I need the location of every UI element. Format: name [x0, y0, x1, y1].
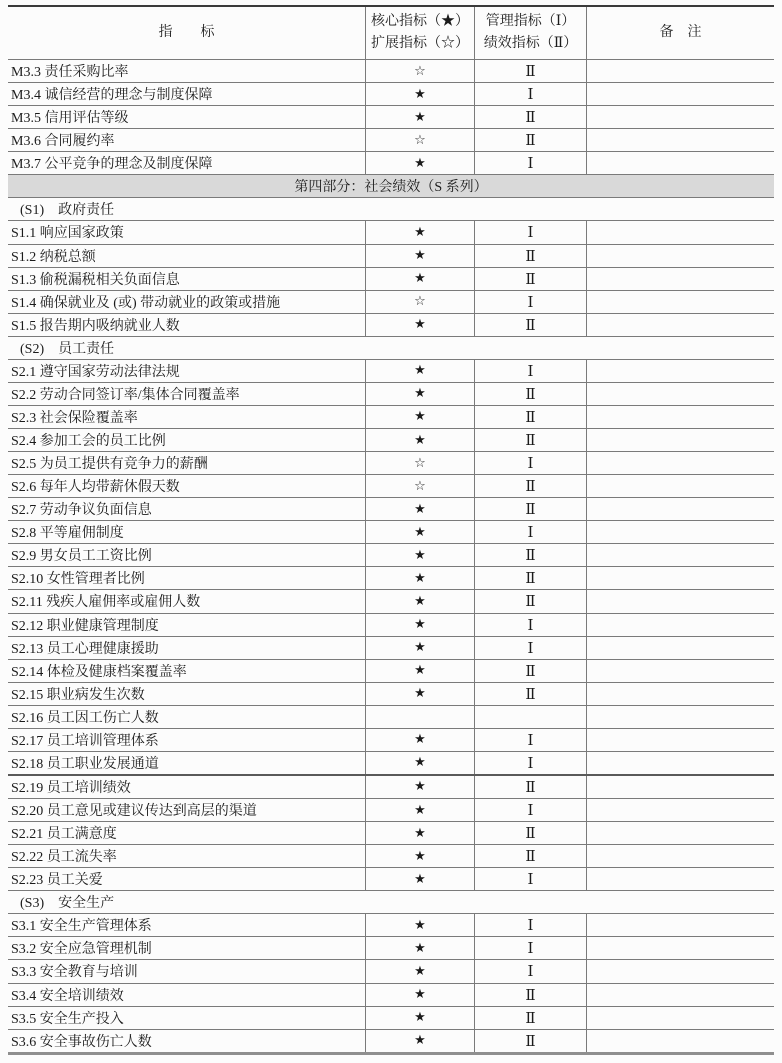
grade-cell: Ⅱ	[475, 268, 587, 290]
indicator-cell	[8, 590, 365, 612]
grade-cell	[475, 706, 587, 728]
grade-cell: Ⅰ	[475, 868, 587, 890]
indicator-label: S2.20 员工意见或建议传达到高层的渠道	[11, 804, 257, 820]
header-extended-indicator-label: 扩展指标（☆）	[371, 36, 469, 51]
indicator-label: S2.14 体检及健康档案覆盖率	[11, 664, 187, 680]
note-cell	[587, 498, 774, 520]
note-cell	[587, 452, 774, 474]
indicator-cell	[8, 383, 365, 405]
indicator-cell	[8, 637, 365, 659]
note-cell	[587, 245, 774, 267]
note-cell	[587, 567, 774, 589]
star-cell: ★	[365, 729, 475, 751]
star-cell: ★	[365, 984, 475, 1006]
table-row	[8, 751, 774, 774]
header-note-label: 备 注	[659, 25, 702, 41]
indicator-label: S2.6 每年人均带薪休假天数	[11, 480, 180, 496]
header-management-indicator-label: 管理指标（Ⅰ）	[485, 14, 576, 30]
table-row	[8, 474, 774, 497]
note-cell	[587, 60, 774, 82]
note-cell	[587, 1030, 774, 1052]
table-row	[8, 1029, 774, 1052]
star-cell: ★	[365, 383, 475, 405]
subsection-label: (S3) 安全生产	[20, 896, 115, 912]
header-performance-indicator-label: 绩效指标（Ⅱ）	[483, 36, 578, 51]
grade-cell: Ⅰ	[475, 937, 587, 959]
indicator-label: M3.6 合同履约率	[11, 134, 115, 150]
grade-cell: Ⅱ	[475, 498, 587, 520]
table-row	[8, 844, 774, 867]
table-row	[8, 705, 774, 728]
indicator-cell	[8, 776, 365, 798]
note-cell	[587, 706, 774, 728]
indicator-label: S2.5 为员工提供有竞争力的薪酬	[11, 457, 208, 473]
grade-cell: Ⅰ	[475, 452, 587, 474]
grade-cell: Ⅱ	[475, 776, 587, 798]
indicator-label: S1.1 响应国家政策	[11, 226, 124, 242]
header-core-indicator-label: 核心指标（★）	[371, 14, 469, 30]
note-cell	[587, 822, 774, 844]
table-row	[8, 313, 774, 336]
table-row	[8, 636, 774, 659]
indicator-cell	[8, 1007, 365, 1029]
table-row	[8, 382, 774, 405]
indicator-label: S2.15 职业病发生次数	[11, 687, 145, 703]
table-row	[8, 659, 774, 682]
grade-cell: Ⅱ	[475, 245, 587, 267]
note-cell	[587, 868, 774, 890]
indicator-label: M3.3 责任采购比率	[11, 65, 129, 81]
indicator-label: M3.7 公平竞争的理念及制度保障	[11, 157, 213, 173]
grade-cell: Ⅱ	[475, 129, 587, 151]
star-cell: ★	[365, 683, 475, 705]
note-cell	[587, 106, 774, 128]
star-cell: ★	[365, 960, 475, 982]
grade-cell: Ⅱ	[475, 314, 587, 336]
star-cell: ★	[365, 152, 475, 174]
star-cell: ★	[365, 245, 475, 267]
note-cell	[587, 314, 774, 336]
star-cell: ☆	[365, 452, 475, 474]
note-cell	[587, 521, 774, 543]
note-cell	[587, 544, 774, 566]
grade-cell: Ⅰ	[475, 521, 587, 543]
star-cell: ★	[365, 360, 475, 382]
star-cell: ☆	[365, 129, 475, 151]
subsection-row	[8, 336, 774, 359]
header-indicator	[8, 7, 365, 59]
indicator-cell	[8, 984, 365, 1006]
subsection-label: (S2) 员工责任	[20, 341, 115, 357]
indicator-cell	[8, 245, 365, 267]
indicator-label: S2.10 女性管理者比例	[11, 572, 145, 588]
indicator-cell	[8, 729, 365, 751]
star-cell: ☆	[365, 60, 475, 82]
star-cell: ★	[365, 1007, 475, 1029]
indicator-cell	[8, 544, 365, 566]
star-cell: ★	[365, 268, 475, 290]
star-cell: ★	[365, 106, 475, 128]
star-cell: ★	[365, 752, 475, 774]
table-row	[8, 728, 774, 751]
indicator-label: S2.22 员工流失率	[11, 850, 117, 866]
indicator-cell	[8, 822, 365, 844]
table-row	[8, 983, 774, 1006]
grade-cell: Ⅰ	[475, 729, 587, 751]
table-row	[8, 451, 774, 474]
grade-cell: Ⅰ	[475, 83, 587, 105]
table-row	[8, 359, 774, 382]
table-row	[8, 244, 774, 267]
note-cell	[587, 729, 774, 751]
note-cell	[587, 221, 774, 243]
indicator-cell	[8, 452, 365, 474]
table-row	[8, 59, 774, 82]
grade-cell: Ⅰ	[475, 914, 587, 936]
indicator-label: M3.5 信用评估等级	[11, 111, 129, 127]
note-cell	[587, 683, 774, 705]
note-cell	[587, 914, 774, 936]
indicator-label: S2.3 社会保险覆盖率	[11, 410, 138, 426]
table-row	[8, 267, 774, 290]
indicator-cell	[8, 937, 365, 959]
indicator-label: S1.5 报告期内吸纳就业人数	[11, 318, 180, 334]
note-cell	[587, 984, 774, 1006]
indicator-cell	[8, 314, 365, 336]
star-cell: ★	[365, 590, 475, 612]
star-cell: ★	[365, 776, 475, 798]
star-cell: ★	[365, 521, 475, 543]
indicator-cell	[8, 152, 365, 174]
star-cell: ★	[365, 221, 475, 243]
indicator-cell	[8, 914, 365, 936]
indicator-label: S3.1 安全生产管理体系	[11, 919, 152, 935]
indicator-table	[8, 5, 774, 1055]
table-row	[8, 151, 774, 174]
grade-cell: Ⅱ	[475, 383, 587, 405]
note-cell	[587, 291, 774, 313]
grade-cell: Ⅰ	[475, 799, 587, 821]
grade-cell: Ⅰ	[475, 360, 587, 382]
note-cell	[587, 752, 774, 774]
grade-cell: Ⅱ	[475, 406, 587, 428]
indicator-cell	[8, 660, 365, 682]
indicator-label: S2.11 残疾人雇佣率或雇佣人数	[11, 595, 201, 611]
star-cell: ★	[365, 567, 475, 589]
note-cell	[587, 637, 774, 659]
star-cell: ★	[365, 614, 475, 636]
table-row	[8, 220, 774, 243]
indicator-cell	[8, 1030, 365, 1052]
note-cell	[587, 614, 774, 636]
table-row	[8, 589, 774, 612]
indicator-label: S3.5 安全生产投入	[11, 1011, 124, 1027]
star-cell: ★	[365, 822, 475, 844]
grade-cell: Ⅰ	[475, 221, 587, 243]
indicator-label: S3.6 安全事故伤亡人数	[11, 1034, 152, 1050]
grade-cell: Ⅱ	[475, 475, 587, 497]
section-label: 第四部分：社会绩效（S 系列）	[294, 180, 488, 196]
indicator-label: M3.4 诚信经营的理念与制度保障	[11, 88, 213, 104]
indicator-label: S2.21 员工满意度	[11, 827, 117, 843]
grade-cell: Ⅱ	[475, 822, 587, 844]
grade-cell: Ⅱ	[475, 1030, 587, 1052]
indicator-label: S3.2 安全应急管理机制	[11, 942, 152, 958]
indicator-label: S1.4 确保就业及 (或) 带动就业的政策或措施	[11, 295, 281, 311]
indicator-cell	[8, 60, 365, 82]
grade-cell: Ⅱ	[475, 60, 587, 82]
grade-cell: Ⅱ	[475, 660, 587, 682]
note-cell	[587, 360, 774, 382]
note-cell	[587, 937, 774, 959]
star-cell: ★	[365, 314, 475, 336]
star-cell: ★	[365, 83, 475, 105]
table-row	[8, 774, 774, 798]
table-row	[8, 1006, 774, 1029]
indicator-label: S2.13 员工心理健康援助	[11, 641, 159, 657]
indicator-cell	[8, 129, 365, 151]
table-row	[8, 428, 774, 451]
grade-cell: Ⅱ	[475, 429, 587, 451]
indicator-cell	[8, 106, 365, 128]
table-row	[8, 566, 774, 589]
indicator-label: S2.18 员工职业发展通道	[11, 756, 159, 772]
star-cell: ★	[365, 1030, 475, 1052]
note-cell	[587, 129, 774, 151]
grade-cell: Ⅱ	[475, 544, 587, 566]
star-cell: ★	[365, 637, 475, 659]
table-row	[8, 959, 774, 982]
table-header-row	[8, 7, 774, 59]
indicator-cell	[8, 567, 365, 589]
subsection-row	[8, 197, 774, 220]
grade-cell: Ⅱ	[475, 106, 587, 128]
note-cell	[587, 383, 774, 405]
indicator-cell	[8, 221, 365, 243]
grade-cell: Ⅱ	[475, 845, 587, 867]
star-cell: ★	[365, 799, 475, 821]
note-cell	[587, 429, 774, 451]
indicator-label: S2.16 员工因工伤亡人数	[11, 710, 159, 726]
indicator-cell	[8, 799, 365, 821]
indicator-label: S2.8 平等雇佣制度	[11, 526, 124, 542]
grade-cell: Ⅰ	[475, 752, 587, 774]
grade-cell: Ⅱ	[475, 567, 587, 589]
indicator-cell	[8, 291, 365, 313]
star-cell: ★	[365, 937, 475, 959]
grade-cell: Ⅰ	[475, 960, 587, 982]
grade-cell: Ⅰ	[475, 637, 587, 659]
indicator-label: S2.19 员工培训绩效	[11, 780, 131, 796]
indicator-label: S3.4 安全培训绩效	[11, 988, 124, 1004]
table-row	[8, 682, 774, 705]
subsection-label: (S1) 政府责任	[20, 203, 115, 219]
table-row	[8, 82, 774, 105]
section-row	[8, 174, 774, 197]
note-cell	[587, 268, 774, 290]
note-cell	[587, 590, 774, 612]
grade-cell: Ⅱ	[475, 590, 587, 612]
table-row	[8, 798, 774, 821]
indicator-cell	[8, 475, 365, 497]
indicator-cell	[8, 83, 365, 105]
table-row	[8, 867, 774, 890]
indicator-label: S1.2 纳税总额	[11, 249, 96, 265]
note-cell	[587, 1007, 774, 1029]
table-row	[8, 290, 774, 313]
star-cell: ★	[365, 429, 475, 451]
indicator-label: S2.12 职业健康管理制度	[11, 618, 159, 634]
indicator-label: S2.23 员工关爱	[11, 873, 103, 889]
note-cell	[587, 845, 774, 867]
table-row	[8, 936, 774, 959]
indicator-cell	[8, 706, 365, 728]
grade-cell: Ⅰ	[475, 614, 587, 636]
indicator-cell	[8, 360, 365, 382]
indicator-cell	[8, 429, 365, 451]
table-row	[8, 128, 774, 151]
star-cell: ★	[365, 660, 475, 682]
indicator-label: S2.7 劳动争议负面信息	[11, 503, 152, 519]
note-cell	[587, 406, 774, 428]
star-cell: ★	[365, 845, 475, 867]
indicator-label: S2.2 劳动合同签订率/集体合同覆盖率	[11, 387, 240, 403]
note-cell	[587, 152, 774, 174]
note-cell	[587, 799, 774, 821]
table-row	[8, 613, 774, 636]
grade-cell: Ⅰ	[475, 152, 587, 174]
header-star-type	[365, 7, 475, 59]
indicator-cell	[8, 752, 365, 774]
grade-cell: Ⅰ	[475, 291, 587, 313]
note-cell	[587, 776, 774, 798]
indicator-cell	[8, 406, 365, 428]
table-row	[8, 405, 774, 428]
header-indicator-label: 指 标	[158, 25, 215, 41]
indicator-label: S2.17 员工培训管理体系	[11, 733, 159, 749]
star-cell: ☆	[365, 475, 475, 497]
indicator-cell	[8, 268, 365, 290]
table-row	[8, 543, 774, 566]
star-cell: ★	[365, 868, 475, 890]
note-cell	[587, 83, 774, 105]
header-grade-type	[475, 7, 587, 59]
indicator-cell	[8, 845, 365, 867]
note-cell	[587, 660, 774, 682]
table-row	[8, 520, 774, 543]
grade-cell: Ⅱ	[475, 683, 587, 705]
star-cell: ☆	[365, 291, 475, 313]
note-cell	[587, 475, 774, 497]
star-cell	[365, 706, 475, 728]
table-row	[8, 913, 774, 936]
subsection-row	[8, 890, 774, 913]
indicator-label: S2.9 男女员工工资比例	[11, 549, 152, 565]
indicator-cell	[8, 868, 365, 890]
table-body	[8, 59, 774, 1052]
table-row	[8, 497, 774, 520]
header-note	[587, 7, 774, 59]
indicator-label: S2.1 遵守国家劳动法律法规	[11, 364, 180, 380]
grade-cell: Ⅱ	[475, 984, 587, 1006]
star-cell: ★	[365, 914, 475, 936]
table-row	[8, 105, 774, 128]
indicator-cell	[8, 521, 365, 543]
indicator-label: S1.3 偷税漏税相关负面信息	[11, 272, 180, 288]
note-cell	[587, 960, 774, 982]
grade-cell: Ⅱ	[475, 1007, 587, 1029]
indicator-cell	[8, 960, 365, 982]
indicator-label: S2.4 参加工会的员工比例	[11, 434, 166, 450]
indicator-cell	[8, 683, 365, 705]
indicator-cell	[8, 498, 365, 520]
star-cell: ★	[365, 406, 475, 428]
star-cell: ★	[365, 544, 475, 566]
indicator-label: S3.3 安全教育与培训	[11, 965, 138, 981]
indicator-cell	[8, 614, 365, 636]
star-cell: ★	[365, 498, 475, 520]
table-row	[8, 821, 774, 844]
